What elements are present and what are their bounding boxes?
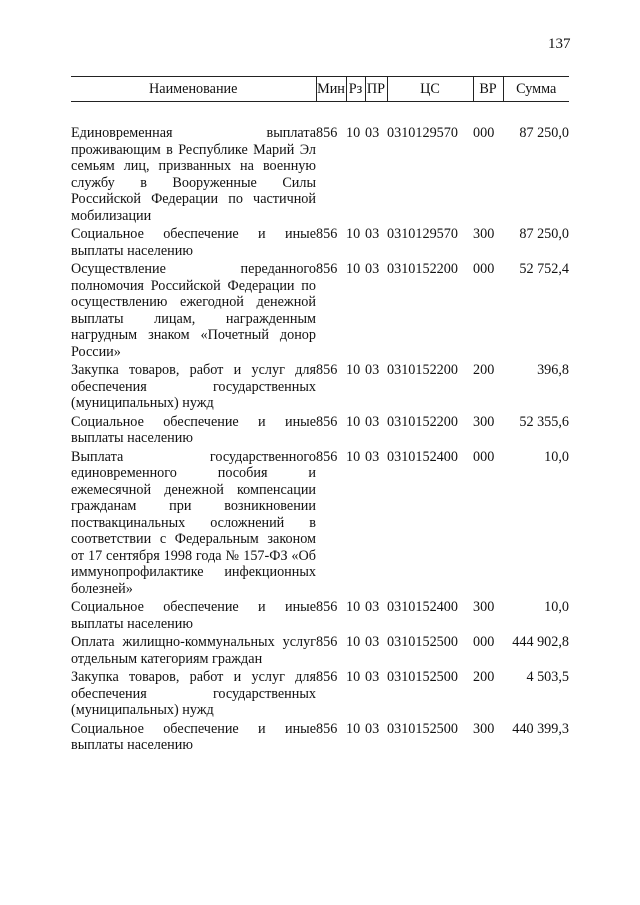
cell-vr: 300 xyxy=(473,413,495,430)
cell-pr: 03 xyxy=(365,599,380,615)
cell-vr: 300 xyxy=(473,720,495,737)
cell-vr: 200 xyxy=(473,362,495,378)
cell-min: 856 xyxy=(316,362,338,378)
cell-sum: 10,0 xyxy=(544,448,569,465)
cell-name: Выплата государственного единовременного пособия и ежемесячной денежной компенсации гражданам при возникновении поствакцинальных осложнений в соответствии с Федеральным законом от 17 сентября 1998 года № 157-ФЗ «Об иммунопрофилактике инфекционных болезней» xyxy=(71,448,316,597)
cell-cs: 0310152200 xyxy=(387,413,458,430)
cell-cs: 0310152500 xyxy=(387,720,458,737)
cell-sum: 444 902,8 xyxy=(512,634,569,650)
cell-vr: 200 xyxy=(473,669,495,685)
cell-cs: 0310152500 xyxy=(387,634,458,650)
cell-cs: 0310129570 xyxy=(387,226,458,242)
cell-sum: 10,0 xyxy=(544,599,569,615)
cell-rz: 10 xyxy=(346,125,361,141)
cell-sum: 52 752,4 xyxy=(519,261,569,277)
cell-name: Социальное обеспечение и иные выплаты населению xyxy=(71,720,316,753)
cell-cs: 0310152400 xyxy=(387,599,458,615)
cell-rz: 10 xyxy=(346,669,361,685)
cell-name: Социальное обеспечение и иные выплаты населению xyxy=(71,226,316,259)
cell-sum: 4 503,5 xyxy=(526,669,569,685)
header-min: Мин xyxy=(316,77,346,102)
header-cs: ЦС xyxy=(387,77,473,102)
table-row xyxy=(71,599,569,634)
cell-min: 856 xyxy=(316,413,338,430)
cell-min: 856 xyxy=(316,125,338,141)
cell-vr: 000 xyxy=(473,634,495,650)
table-row xyxy=(71,261,569,362)
cell-min: 856 xyxy=(316,448,338,465)
cell-rz: 10 xyxy=(346,634,361,650)
cell-name: Оплата жилищно-коммунальных услуг отдельным категориям граждан xyxy=(71,634,316,667)
table-row xyxy=(71,449,569,600)
cell-name: Закупка товаров, работ и услуг для обеспечения государственных (муниципальных) нужд xyxy=(71,669,316,718)
header-rz: Рз xyxy=(346,77,365,102)
cell-name: Единовременная выплата проживающим в Республике Марий Эл семьям лиц, призванных на военную службу в Вооруженные Силы Российской Федерации по частичной мобилизации xyxy=(71,125,316,224)
cell-pr: 03 xyxy=(365,362,380,378)
cell-pr: 03 xyxy=(365,261,380,277)
cell-rz: 10 xyxy=(346,413,361,430)
cell-vr: 000 xyxy=(473,448,495,465)
cell-min: 856 xyxy=(316,720,338,737)
table-row xyxy=(71,669,569,721)
cell-sum: 52 355,6 xyxy=(519,413,569,430)
cell-rz: 10 xyxy=(346,362,361,378)
table-row xyxy=(71,362,569,414)
table-row xyxy=(71,125,569,226)
header-sum: Сумма xyxy=(503,77,569,102)
cell-vr: 300 xyxy=(473,226,495,242)
table-header xyxy=(71,77,569,102)
table-row xyxy=(71,414,569,449)
cell-cs: 0310152200 xyxy=(387,362,458,378)
cell-sum: 396,8 xyxy=(537,362,569,378)
cell-rz: 10 xyxy=(346,448,361,465)
cell-pr: 03 xyxy=(365,413,380,430)
cell-cs: 0310152500 xyxy=(387,669,458,685)
cell-cs: 0310152400 xyxy=(387,448,458,465)
cell-cs: 0310129570 xyxy=(387,125,458,141)
cell-rz: 10 xyxy=(346,599,361,615)
cell-name: Социальное обеспечение и иные выплаты населению xyxy=(71,413,316,446)
budget-table xyxy=(71,76,569,756)
cell-vr: 000 xyxy=(473,125,495,141)
cell-min: 856 xyxy=(316,634,338,650)
table-row xyxy=(71,721,569,756)
header-pr: ПР xyxy=(365,77,387,102)
cell-sum: 87 250,0 xyxy=(519,125,569,141)
cell-rz: 10 xyxy=(346,261,361,277)
table-row xyxy=(71,226,569,261)
cell-min: 856 xyxy=(316,599,338,615)
header-spacer xyxy=(71,102,569,126)
cell-vr: 300 xyxy=(473,599,495,615)
cell-name: Осуществление переданного полномочия Российской Федерации по осуществлению ежегодной денежной выплаты лицам, награжденным нагрудным знаком «Почетный донор России» xyxy=(71,261,316,360)
cell-name: Закупка товаров, работ и услуг для обеспечения государственных (муниципальных) нужд xyxy=(71,362,316,411)
cell-sum: 87 250,0 xyxy=(519,226,569,242)
cell-rz: 10 xyxy=(346,720,361,737)
cell-vr: 000 xyxy=(473,261,495,277)
header-vr: ВР xyxy=(473,77,503,102)
cell-pr: 03 xyxy=(365,634,380,650)
cell-min: 856 xyxy=(316,669,338,685)
header-name: Наименование xyxy=(71,77,316,102)
cell-rz: 10 xyxy=(346,226,361,242)
cell-min: 856 xyxy=(316,261,338,277)
cell-sum: 440 399,3 xyxy=(512,720,569,737)
cell-pr: 03 xyxy=(365,125,380,141)
cell-pr: 03 xyxy=(365,448,380,465)
cell-pr: 03 xyxy=(365,226,380,242)
page-number: 137 xyxy=(548,36,571,52)
cell-min: 856 xyxy=(316,226,338,242)
table-row xyxy=(71,634,569,669)
cell-pr: 03 xyxy=(365,720,380,737)
cell-cs: 0310152200 xyxy=(387,261,458,277)
cell-name: Социальное обеспечение и иные выплаты населению xyxy=(71,599,316,632)
cell-pr: 03 xyxy=(365,669,380,685)
